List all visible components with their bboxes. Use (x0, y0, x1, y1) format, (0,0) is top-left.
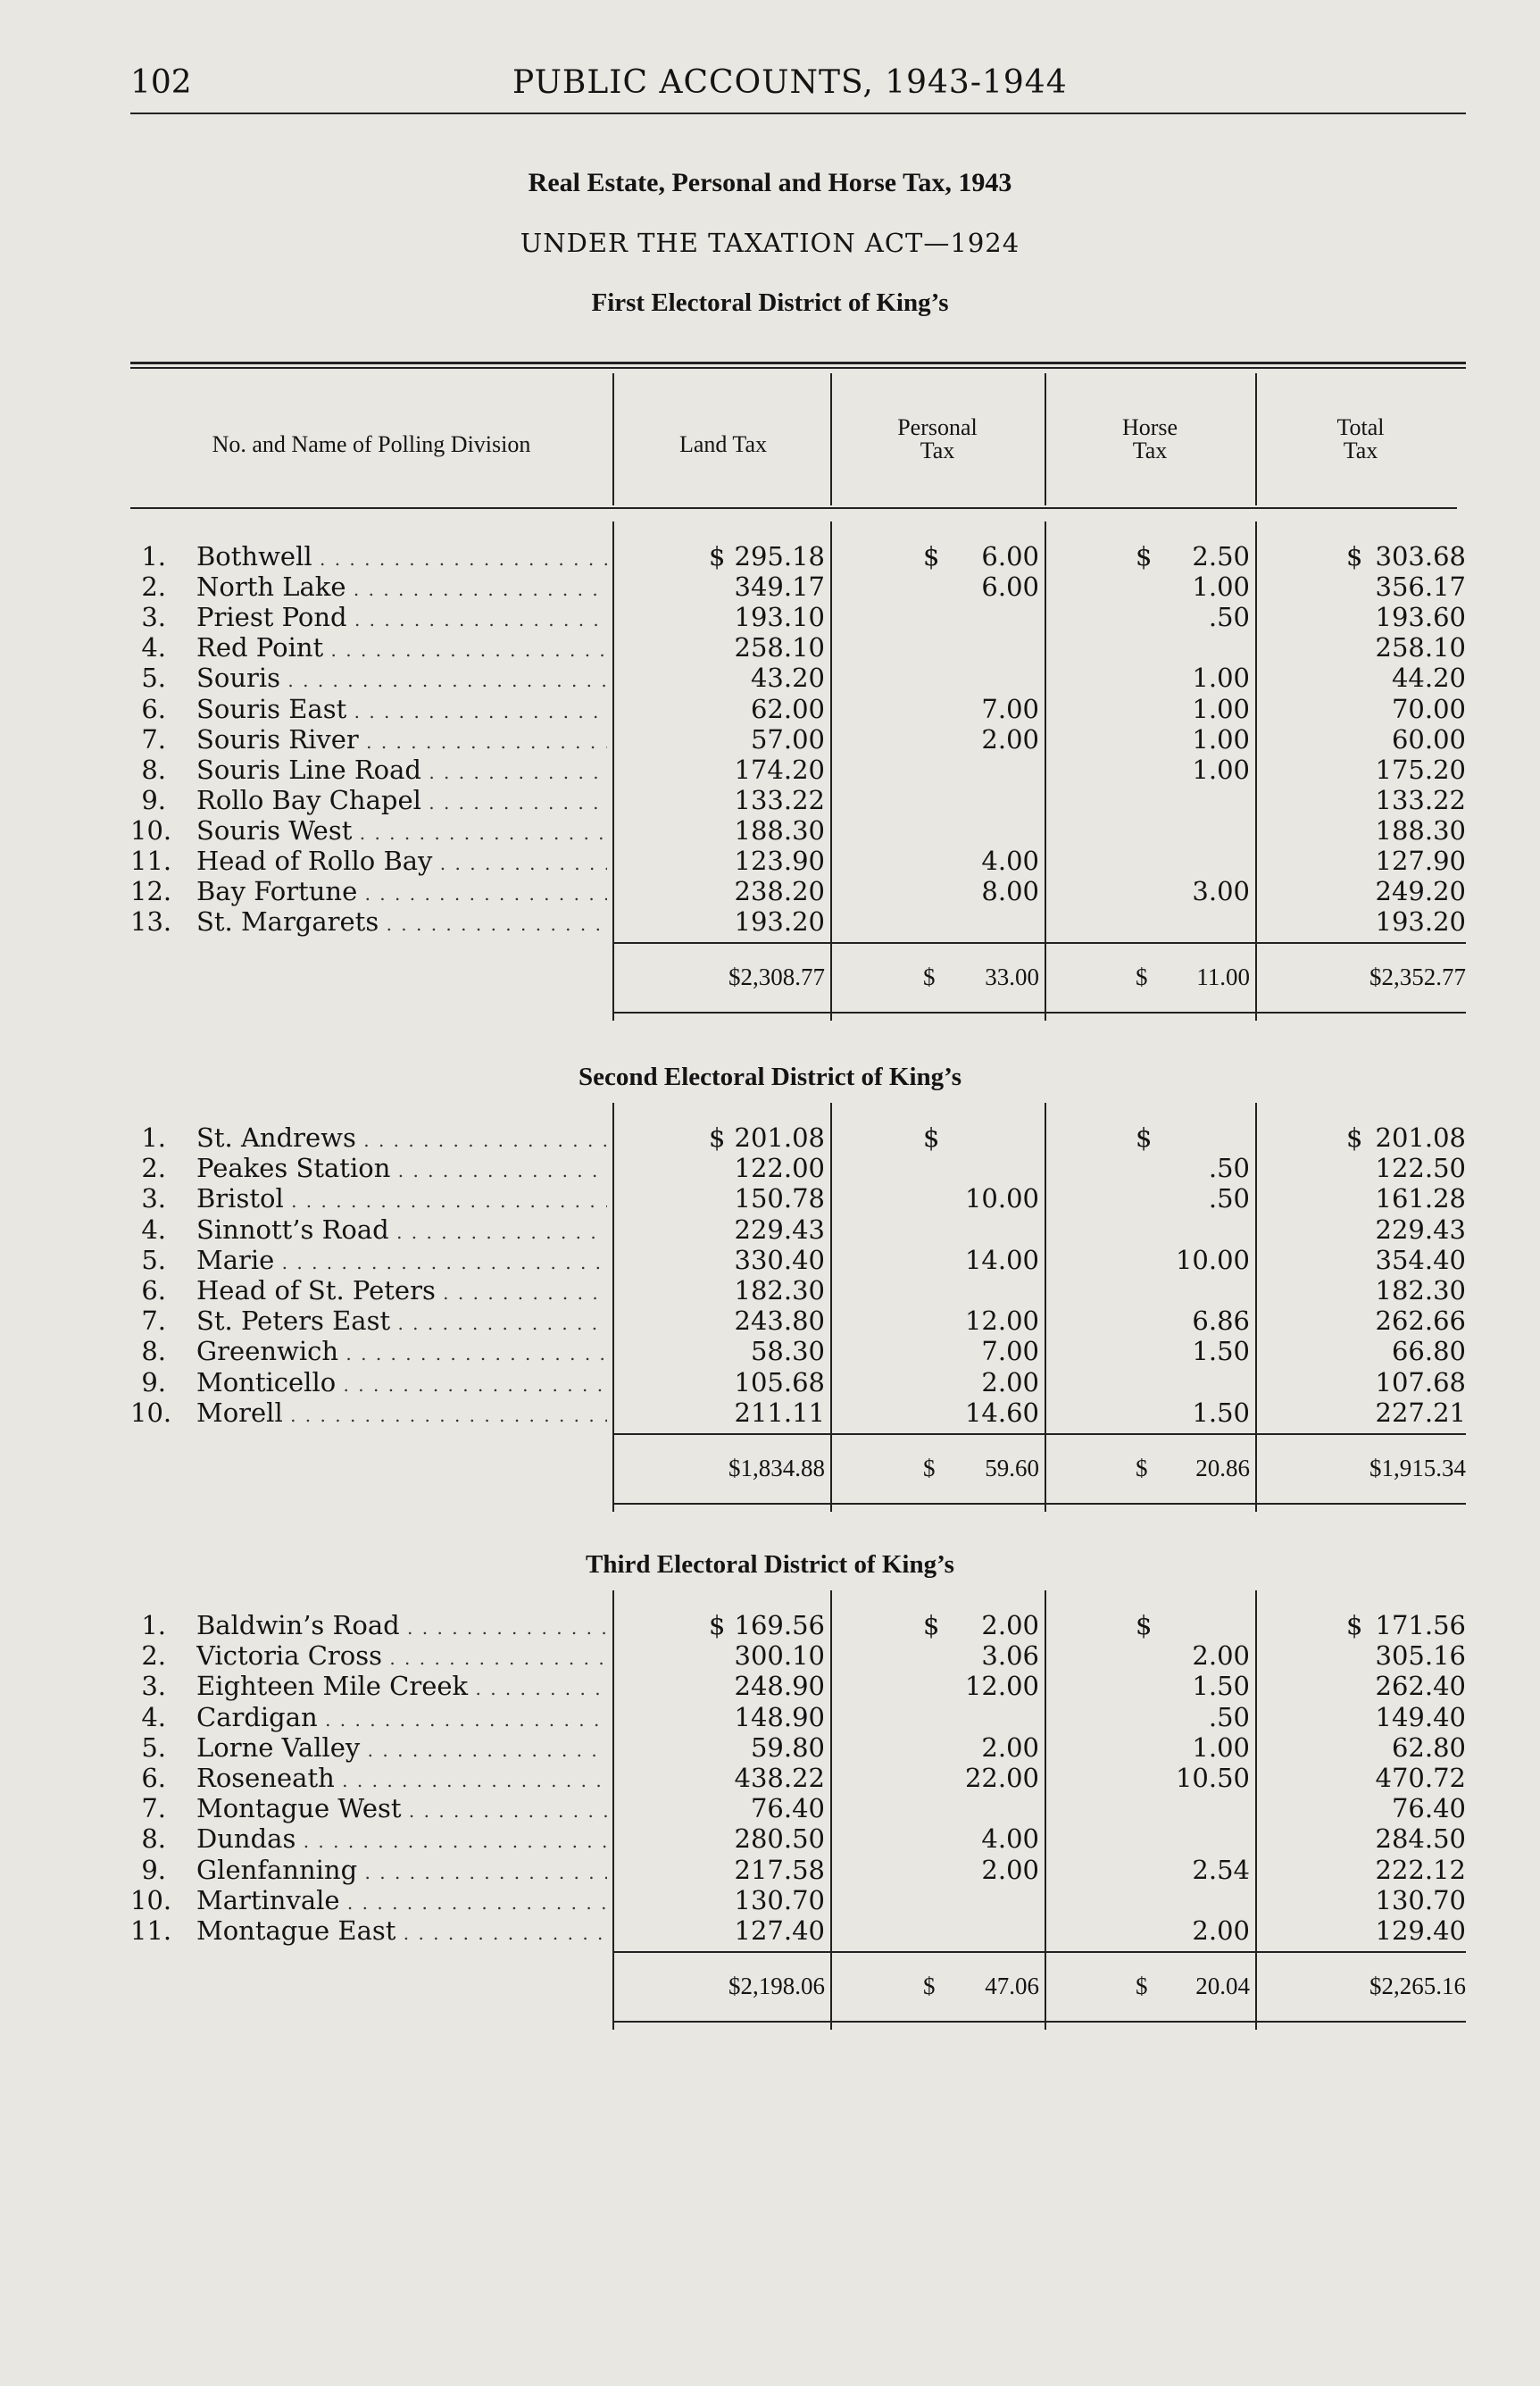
horse-tax-cell: 10.00 (1175, 1244, 1250, 1275)
dollar-sign: $ (1136, 541, 1153, 571)
table-row (0, 815, 1540, 846)
row-number: 1. (141, 1122, 166, 1153)
table-row (0, 1732, 1540, 1763)
table-row (0, 1367, 1540, 1397)
division-name: Montague East . . . (196, 1915, 607, 1948)
land-tax-cell: 229.43 (734, 1214, 825, 1245)
dollar-sign: $ (1136, 1610, 1153, 1640)
total-tax-cell: 188.30 (1375, 814, 1466, 846)
table-row (0, 1245, 1540, 1275)
horse-tax-cell: 2.00 (1192, 1640, 1250, 1672)
row-number: 6. (141, 693, 166, 724)
row-number: 13. (130, 906, 172, 938)
row-number: 2. (141, 571, 166, 603)
horse-tax-cell: 1.50 (1192, 1671, 1250, 1702)
col-rule (612, 1590, 614, 2030)
row-number: 5. (141, 1244, 166, 1275)
totals-row (0, 1453, 1540, 1483)
table-row (0, 694, 1540, 724)
row-number: 9. (141, 784, 166, 815)
total-tax-cell: 122.50 (1375, 1153, 1466, 1184)
col-header-total-1: Total (1336, 414, 1385, 440)
row-number: 10. (130, 814, 172, 846)
dollar-sign: $ (709, 541, 726, 571)
table-row (0, 1823, 1540, 1854)
col-rule (612, 521, 614, 1021)
header-bottom-rule (130, 507, 1457, 509)
division-name: Head of Rollo Bay . . . (196, 846, 607, 879)
table-row (0, 541, 1540, 571)
land-tax-cell: 57.00 (750, 723, 825, 755)
division-name: Souris West . . . (196, 815, 607, 848)
total-tax-cell: 193.20 (1375, 906, 1466, 938)
dollar-sign: $ (1136, 964, 1148, 991)
land-tax-cell: 105.68 (734, 1366, 825, 1397)
table-row (0, 1885, 1540, 1915)
division-name: Priest Pond . . . (196, 602, 607, 635)
division-name: Head of St. Peters . . . (196, 1275, 607, 1308)
row-number: 11. (130, 846, 172, 876)
table-row (0, 1855, 1540, 1885)
division-name: St. Margarets . . . (196, 906, 607, 939)
land-tax-cell: 174.20 (734, 754, 825, 785)
row-number: 10. (130, 1884, 172, 1915)
total-tax-cell: 303.68 (1375, 541, 1466, 571)
total-bottom-rule (612, 1503, 1466, 1505)
division-name: Souris . . . (196, 663, 607, 696)
col-rule (612, 373, 614, 505)
personal-tax-total: 59.60 (985, 1455, 1039, 1481)
dollar-sign: $ (1136, 1122, 1153, 1153)
col-rule (1045, 1590, 1046, 2030)
table-row (0, 1397, 1540, 1428)
land-tax-cell: 217.58 (734, 1854, 825, 1885)
division-name: Glenfanning . . . (196, 1855, 607, 1888)
horse-tax-cell: .50 (1208, 1153, 1250, 1184)
dollar-sign: $ (923, 1455, 936, 1481)
land-tax-cell: 211.11 (734, 1397, 825, 1428)
col-rule (830, 1590, 832, 2030)
total-tax-cell: 249.20 (1375, 876, 1466, 907)
total-tax-cell: 284.50 (1375, 1823, 1466, 1855)
dollar-sign: $ (923, 1122, 940, 1153)
row-number: 8. (141, 754, 166, 785)
division-name: Bothwell . . . (196, 541, 607, 574)
subtotal-rule (612, 1951, 1466, 1953)
district-title-1: First Electoral District of King’s (591, 288, 949, 317)
horse-tax-cell: 1.00 (1192, 1731, 1250, 1763)
table-row (0, 1306, 1540, 1336)
division-name: Baldwin’s Road . . . (196, 1610, 607, 1643)
table-row (0, 1702, 1540, 1732)
land-tax-cell: 133.22 (734, 784, 825, 815)
col-rule (1255, 521, 1257, 1021)
horse-tax-cell: 1.00 (1192, 571, 1250, 603)
totals-row (0, 1971, 1540, 2001)
row-number: 8. (141, 1823, 166, 1855)
horse-tax-cell: 3.00 (1192, 876, 1250, 907)
subtotal-rule (612, 1433, 1466, 1435)
col-rule (612, 1103, 614, 1512)
total-bottom-rule (612, 2021, 1466, 2023)
total-tax-cell: 305.16 (1375, 1640, 1466, 1672)
row-number: 9. (141, 1854, 166, 1885)
total-tax-cell: 127.90 (1375, 846, 1466, 876)
total-tax-cell: 258.10 (1375, 632, 1466, 663)
header-rule (130, 113, 1466, 114)
total-tax-cell: 70.00 (1391, 693, 1466, 724)
dollar-sign: $ (923, 1610, 940, 1640)
division-name: Martinvale . . . (196, 1885, 607, 1918)
row-number: 4. (141, 1701, 166, 1732)
land-tax-cell: 258.10 (734, 632, 825, 663)
col-rule (1255, 1590, 1257, 2030)
land-tax-cell: 123.90 (734, 846, 825, 876)
division-name: Marie . . . (196, 1245, 607, 1278)
col-header-land-tax: Land Tax (678, 431, 768, 457)
row-number: 7. (141, 1306, 166, 1337)
horse-tax-total: 11.00 (1196, 964, 1250, 991)
total-tax-cell: 356.17 (1375, 571, 1466, 603)
table-row (0, 1275, 1540, 1306)
personal-tax-cell: 2.00 (981, 1731, 1039, 1763)
division-name: Greenwich . . . (196, 1336, 607, 1369)
table-row (0, 785, 1540, 815)
table-row (0, 846, 1540, 876)
division-name: Rollo Bay Chapel . . . (196, 785, 607, 818)
row-number: 6. (141, 1275, 166, 1306)
division-name: Bristol . . . (196, 1183, 607, 1216)
horse-tax-cell: .50 (1208, 602, 1250, 633)
personal-tax-cell: 2.00 (981, 1610, 1039, 1640)
table-row (0, 1214, 1540, 1245)
act-subtitle: UNDER THE TAXATION ACT—1924 (520, 228, 1020, 258)
land-tax-cell: 76.40 (750, 1793, 825, 1824)
row-number: 7. (141, 723, 166, 755)
land-tax-cell: 193.10 (734, 602, 825, 633)
total-tax-cell: 76.40 (1391, 1793, 1466, 1824)
col-rule (1255, 1103, 1257, 1512)
total-tax-cell: 354.40 (1375, 1244, 1466, 1275)
dollar-sign: $ (1136, 1973, 1148, 2000)
land-tax-cell: 182.30 (734, 1275, 825, 1306)
row-number: 4. (141, 1214, 166, 1245)
total-tax-cell: 149.40 (1375, 1701, 1466, 1732)
table-row (0, 1153, 1540, 1183)
land-tax-cell: 238.20 (734, 876, 825, 907)
table-row (0, 1763, 1540, 1793)
personal-tax-cell: 2.00 (981, 723, 1039, 755)
personal-tax-cell: 4.00 (981, 846, 1039, 876)
row-number: 5. (141, 1731, 166, 1763)
total-tax-cell: 44.20 (1391, 663, 1466, 694)
col-rule (830, 373, 832, 505)
row-number: 3. (141, 1183, 166, 1214)
division-name: Souris River . . . (196, 724, 607, 757)
table-row (0, 755, 1540, 785)
total-tax-cell: 175.20 (1375, 754, 1466, 785)
dollar-sign: $ (1346, 1610, 1363, 1640)
land-tax-cell: 330.40 (734, 1244, 825, 1275)
table-row (0, 1640, 1540, 1671)
table-row (0, 663, 1540, 693)
total-tax-cell: 262.40 (1375, 1671, 1466, 1702)
total-tax-cell: 62.80 (1391, 1731, 1466, 1763)
land-tax-cell: 280.50 (734, 1823, 825, 1855)
dollar-sign: $ (1136, 1455, 1148, 1481)
land-tax-total: $2,308.77 (728, 964, 825, 991)
table-row (0, 1122, 1540, 1153)
land-tax-total: $2,198.06 (728, 1973, 825, 2000)
running-title: PUBLIC ACCOUNTS, 1943-1944 (512, 64, 1068, 101)
personal-tax-cell: 2.00 (981, 1854, 1039, 1885)
col-header-division: No. and Name of Polling Division (212, 431, 531, 457)
row-number: 5. (141, 663, 166, 694)
land-tax-cell: 188.30 (734, 814, 825, 846)
row-number: 1. (141, 1610, 166, 1640)
row-number: 3. (141, 602, 166, 633)
col-rule (1255, 373, 1257, 505)
land-tax-cell: 438.22 (734, 1763, 825, 1793)
horse-tax-cell: 1.00 (1192, 663, 1250, 694)
header-top-rule (130, 362, 1466, 364)
total-tax-cell: 182.30 (1375, 1275, 1466, 1306)
total-tax-cell: 193.60 (1375, 602, 1466, 633)
horse-tax-cell: 1.50 (1192, 1336, 1250, 1367)
table-title: Real Estate, Personal and Horse Tax, 1943 (528, 168, 1012, 197)
district-title-2: Second Electoral District of King’s (578, 1063, 962, 1091)
col-header-personal-1: Personal (897, 414, 978, 440)
dollar-sign: $ (923, 1973, 936, 2000)
row-number: 8. (141, 1336, 166, 1367)
page-number: 102 (130, 64, 192, 101)
col-rule (1045, 521, 1046, 1021)
land-tax-cell: 43.20 (750, 663, 825, 694)
table-row (0, 632, 1540, 663)
division-name: Lorne Valley . . . (196, 1732, 607, 1765)
land-tax-cell: 122.00 (734, 1153, 825, 1184)
dollar-sign: $ (1346, 541, 1363, 571)
total-tax-cell: 171.56 (1375, 1610, 1466, 1640)
division-name: Eighteen Mile Creek . . . (196, 1671, 607, 1704)
land-tax-cell: 193.20 (734, 906, 825, 938)
total-tax-total: $1,915.34 (1369, 1455, 1466, 1481)
division-name: Souris East . . . (196, 694, 607, 727)
table-row (0, 876, 1540, 906)
total-tax-cell: 133.22 (1375, 784, 1466, 815)
division-name: Morell . . . (196, 1397, 607, 1431)
header-top-rule-2 (130, 367, 1466, 369)
total-tax-cell: 222.12 (1375, 1854, 1466, 1885)
dollar-sign: $ (1346, 1122, 1363, 1153)
total-tax-cell: 161.28 (1375, 1183, 1466, 1214)
table-row (0, 1336, 1540, 1366)
total-tax-cell: 201.08 (1375, 1122, 1466, 1153)
division-name: Red Point . . . (196, 632, 607, 665)
personal-tax-total: 47.06 (985, 1973, 1039, 2000)
personal-tax-cell: 6.00 (981, 571, 1039, 603)
row-number: 6. (141, 1763, 166, 1793)
personal-tax-cell: 12.00 (964, 1671, 1039, 1702)
subtotal-rule (612, 942, 1466, 944)
total-tax-total: $2,352.77 (1369, 964, 1466, 991)
total-tax-cell: 229.43 (1375, 1214, 1466, 1245)
division-name: St. Andrews . . . (196, 1122, 607, 1155)
horse-tax-cell: 2.00 (1192, 1915, 1250, 1946)
personal-tax-cell: 14.60 (964, 1397, 1039, 1428)
division-name: North Lake . . . (196, 571, 607, 605)
personal-tax-cell: 4.00 (981, 1823, 1039, 1855)
horse-tax-cell: 6.86 (1192, 1306, 1250, 1337)
district-title-3: Third Electoral District of King’s (586, 1550, 954, 1579)
table-row (0, 1793, 1540, 1823)
personal-tax-cell: 7.00 (981, 1336, 1039, 1367)
row-number: 7. (141, 1793, 166, 1824)
table-row (0, 1671, 1540, 1701)
row-number: 10. (130, 1397, 172, 1428)
row-number: 2. (141, 1640, 166, 1672)
col-header-horse-2: Tax (1132, 438, 1168, 463)
total-tax-cell: 470.72 (1375, 1763, 1466, 1793)
col-header-personal-2: Tax (920, 438, 955, 463)
horse-tax-cell: .50 (1208, 1183, 1250, 1214)
personal-tax-cell: 3.06 (981, 1640, 1039, 1672)
land-tax-cell: 300.10 (734, 1640, 825, 1672)
table-row (0, 724, 1540, 755)
personal-tax-cell: 10.00 (964, 1183, 1039, 1214)
land-tax-cell: 243.80 (734, 1306, 825, 1337)
land-tax-cell: 248.90 (734, 1671, 825, 1702)
row-number: 9. (141, 1366, 166, 1397)
land-tax-cell: 58.30 (750, 1336, 825, 1367)
horse-tax-cell: 1.00 (1192, 723, 1250, 755)
dollar-sign: $ (709, 1610, 726, 1640)
land-tax-cell: 59.80 (750, 1731, 825, 1763)
land-tax-cell: 148.90 (734, 1701, 825, 1732)
row-number: 11. (130, 1915, 172, 1946)
division-name: St. Peters East . . . (196, 1306, 607, 1339)
horse-tax-cell: 1.00 (1192, 754, 1250, 785)
dollar-sign: $ (923, 541, 940, 571)
row-number: 12. (130, 876, 172, 907)
division-name: Victoria Cross . . . (196, 1640, 607, 1673)
horse-tax-cell: 1.50 (1192, 1397, 1250, 1428)
row-number: 2. (141, 1153, 166, 1184)
personal-tax-cell: 14.00 (964, 1244, 1039, 1275)
land-tax-cell: 295.18 (734, 541, 825, 571)
totals-row (0, 962, 1540, 992)
horse-tax-total: 20.86 (1195, 1455, 1250, 1481)
col-rule (1045, 1103, 1046, 1512)
total-tax-cell: 129.40 (1375, 1915, 1466, 1946)
row-number: 1. (141, 541, 166, 571)
col-rule (830, 1103, 832, 1512)
land-tax-cell: 62.00 (750, 693, 825, 724)
personal-tax-cell: 2.00 (981, 1366, 1039, 1397)
total-tax-cell: 227.21 (1375, 1397, 1466, 1428)
col-rule (830, 521, 832, 1021)
total-tax-cell: 66.80 (1391, 1336, 1466, 1367)
horse-tax-cell: 2.54 (1192, 1854, 1250, 1885)
personal-tax-cell: 12.00 (964, 1306, 1039, 1337)
horse-tax-cell: 10.50 (1175, 1763, 1250, 1793)
total-tax-total: $2,265.16 (1369, 1973, 1466, 2000)
col-header-total-2: Tax (1343, 438, 1378, 463)
total-tax-cell: 60.00 (1391, 723, 1466, 755)
land-tax-cell: 201.08 (734, 1122, 825, 1153)
personal-tax-cell: 22.00 (964, 1763, 1039, 1793)
horse-tax-total: 20.04 (1195, 1973, 1250, 2000)
division-name: Roseneath . . . (196, 1763, 607, 1796)
personal-tax-cell: 6.00 (981, 541, 1039, 571)
table-row (0, 1183, 1540, 1214)
land-tax-cell: 130.70 (734, 1884, 825, 1915)
dollar-sign: $ (923, 964, 936, 991)
total-tax-cell: 107.68 (1375, 1366, 1466, 1397)
table-row (0, 1915, 1540, 1946)
division-name: Peakes Station . . . (196, 1153, 607, 1186)
table-row (0, 602, 1540, 632)
total-bottom-rule (612, 1012, 1466, 1014)
horse-tax-cell: .50 (1208, 1701, 1250, 1732)
division-name: Cardigan . . . (196, 1702, 607, 1735)
personal-tax-total: 33.00 (985, 964, 1039, 991)
row-number: 3. (141, 1671, 166, 1702)
horse-tax-cell: 1.00 (1192, 693, 1250, 724)
table-row (0, 906, 1540, 937)
personal-tax-cell: 7.00 (981, 693, 1039, 724)
total-tax-cell: 130.70 (1375, 1884, 1466, 1915)
land-tax-cell: 349.17 (734, 571, 825, 603)
table-row (0, 571, 1540, 602)
table-row (0, 1610, 1540, 1640)
personal-tax-cell: 8.00 (981, 876, 1039, 907)
division-name: Dundas . . . (196, 1823, 607, 1856)
col-header-horse-1: Horse (1121, 414, 1178, 440)
land-tax-cell: 127.40 (734, 1915, 825, 1946)
division-name: Montague West . . . (196, 1793, 607, 1826)
horse-tax-cell: 2.50 (1192, 541, 1250, 571)
division-name: Monticello . . . (196, 1367, 607, 1400)
row-number: 4. (141, 632, 166, 663)
land-tax-cell: 150.78 (734, 1183, 825, 1214)
land-tax-cell: 169.56 (734, 1610, 825, 1640)
division-name: Souris Line Road . . . (196, 755, 607, 788)
col-rule (1045, 373, 1046, 505)
dollar-sign: $ (709, 1122, 726, 1153)
division-name: Bay Fortune . . . (196, 876, 607, 909)
division-name: Sinnott’s Road . . . (196, 1214, 607, 1247)
land-tax-total: $1,834.88 (728, 1455, 825, 1481)
total-tax-cell: 262.66 (1375, 1306, 1466, 1337)
